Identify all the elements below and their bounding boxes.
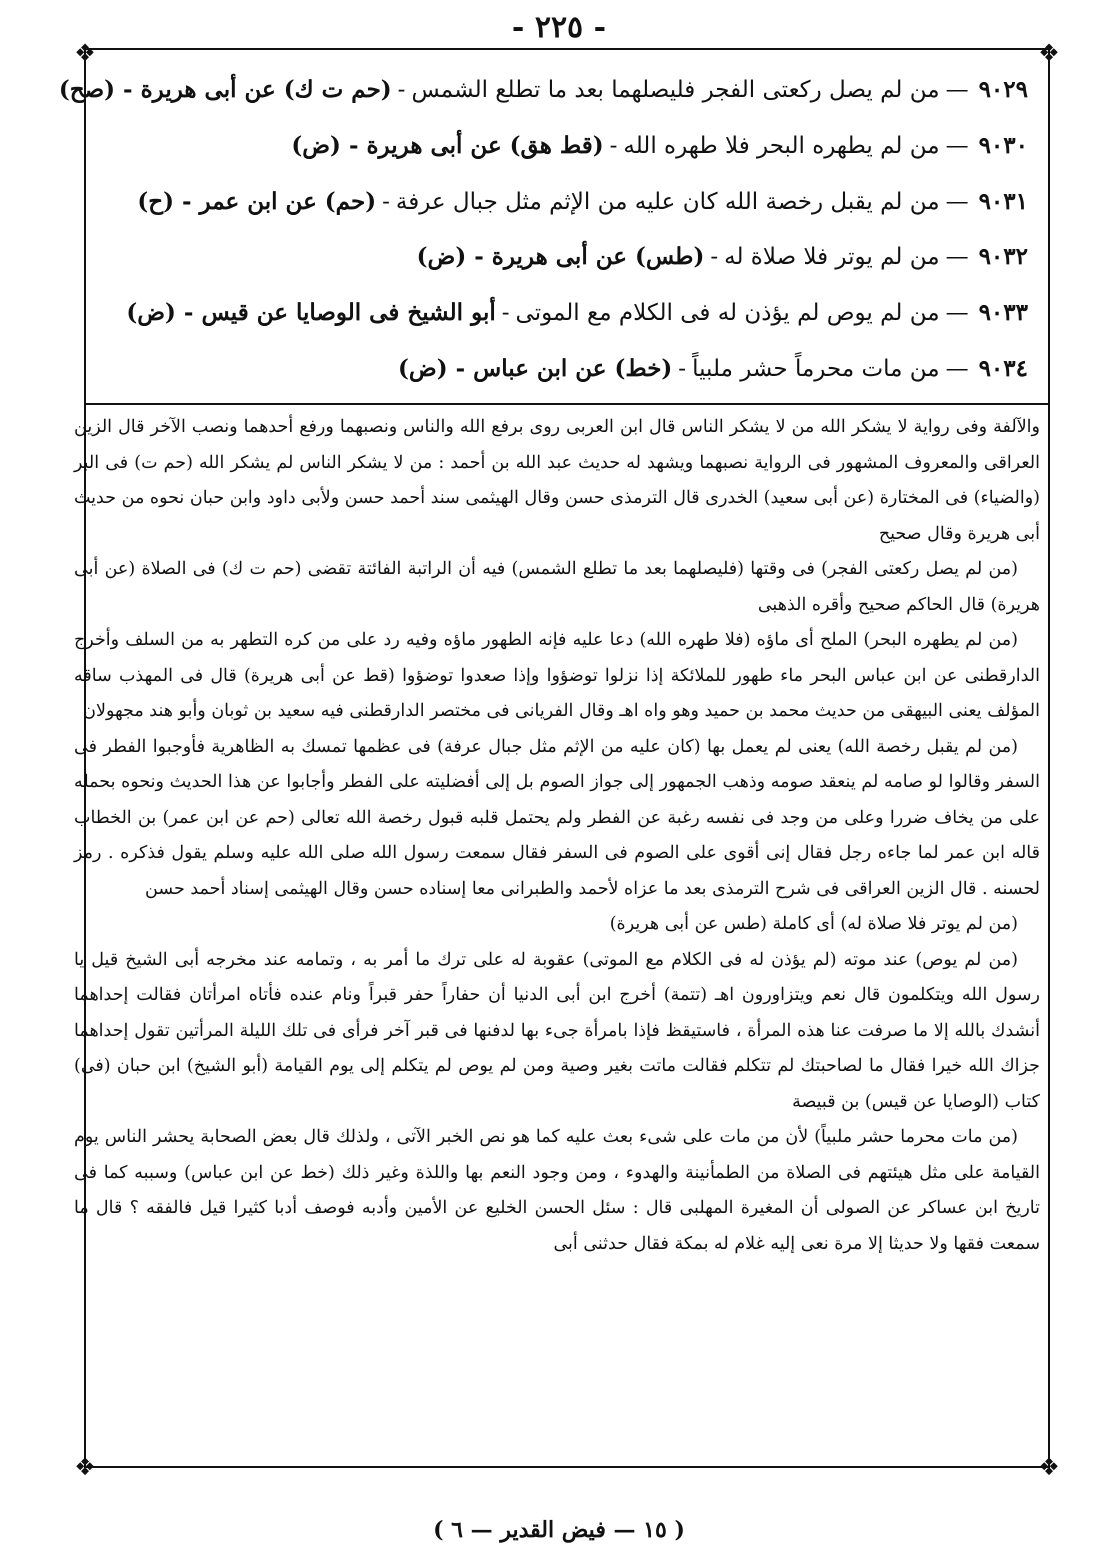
hadith-source: (حم) عن ابن عمر - (ح) xyxy=(137,187,377,215)
hadith-list xyxy=(58,62,1028,397)
hadith-number: ٩٠٣٢ xyxy=(978,243,1028,271)
hadith-text: من لم يصل ركعتى الفجر فليصلهما بعد ما تطلع الشمس xyxy=(411,77,940,103)
hadith-number: ٩٠٢٩ xyxy=(978,76,1028,103)
frame-bottom-line xyxy=(84,1466,1050,1468)
hadith-entry: ٩٠٣٣—من لم يوص لم يؤذن له فى الكلام مع الموتى-أبو الشيخ فى الوصايا عن قيس - (ض) xyxy=(126,299,1028,327)
hadith-entry: ٩٠٣٤—من مات محرماً حشر ملبياً-(خط) عن ابن عباس - (ض) xyxy=(398,354,1028,382)
hadith-number: ٩٠٣٠ xyxy=(978,131,1028,159)
hadith-source: أبو الشيخ فى الوصايا عن قيس - (ض) xyxy=(126,299,496,327)
hadith-entry: ٩٠٣١—من لم يقبل رخصة الله كان عليه من الإثم مثل جبال عرفة-(حم) عن ابن عمر - (ح) xyxy=(137,187,1028,215)
hadith-number: ٩٠٣١ xyxy=(978,187,1028,215)
hadith-source: (خط) عن ابن عباس - (ض) xyxy=(398,354,673,382)
hadith-entry: ٩٠٣٢—من لم يوتر فلا صلاة له-(طس) عن أبى هريرة - (ض) xyxy=(416,243,1028,271)
hadith-text: من لم يطهره البحر فلا طهره الله xyxy=(623,132,940,159)
commentary-paragraph: (من لم يقبل رخصة الله) يعنى لم يعمل بها (كان عليه من الإثم مثل جبال عرفة) فى عظمها تمسك به الظاهرية فأوجبوا الفطر فى السفر وقالوا لو صامه لم ينعقد صومه وذهب الجمهور إلى جواز الصوم بل إلى أفضليته على الفطر وأجابوا عن هذا الحديث ونحوه بحمله على من يخاف ضررا وعلى من وجد فى نفسه رغبة عن الفطر ولم يحتمل قلبه قبول رخصة الله تعالى (حم عن ابن عمر) بن الخطاب قاله ابن عمر لما جاءه رجل فقال إنى أقوى على الصوم فى السفر فقال سمعت رسول الله صلى الله عليه وسلم يقول فذكره . رمز لحسنه . قال الزين العراقى فى شرح الترمذى بعد ما عزاه لأحمد والطبرانى معا إسناده حسن وقال الهيثمى إسناد أحمد حسن xyxy=(74,736,1040,899)
corner-ornament-icon: ❖ xyxy=(74,1453,96,1481)
page-number: - ٢٢٥ - xyxy=(511,10,607,45)
hadith-source: (حم ت ك) عن أبى هريرة - (صح) xyxy=(58,76,392,103)
frame-right-line xyxy=(1048,48,1050,1468)
commentary-paragraph: (من لم يوص) عند موته (لم يؤذن له فى الكلام مع الموتى) عقوبة له على ترك ما أمر به ، وتمامه عند مخرجه أبى الشيخ قيل يا رسول الله ويتكلمون قال نعم ويتزاورون اهـ (تتمة) أخرج ابن أبى الدنيا أن حفاراً حفر قبراً ونام عنده فأتاه امرأتان فقالت إحداهما أنشدك بالله إلا ما صرفت عنا هذه المرأة ، فاستيقظ فإذا بامرأة جىء بها لدفنها فى قبر آخر فرأى فى تلك الليلة المرأتين تقول إحداهما جزاك الله خيرا فقال ما لصاحبتك لم تتكلم فقالت ماتت بغير وصية ومن لم يوص لم يتكلم إلى يوم القيامة (أبو الشيخ) ابن حبان (فى) كتاب (الوصايا عن قيس) بن قبيصة xyxy=(74,949,1040,1112)
frame-divider-line xyxy=(84,403,1050,405)
corner-ornament-icon: ❖ xyxy=(1038,39,1060,67)
hadith-text: من لم يوص لم يؤذن له فى الكلام مع الموتى xyxy=(515,300,940,327)
hadith-entry: ٩٠٢٩—من لم يصل ركعتى الفجر فليصلهما بعد ما تطلع الشمس-(حم ت ك) عن أبى هريرة - (صح) xyxy=(58,76,1028,103)
corner-ornament-icon: ❖ xyxy=(1038,1453,1060,1481)
frame-top-line xyxy=(84,48,1050,50)
hadith-source: (قط هق) عن أبى هريرة - (ض) xyxy=(291,131,604,159)
commentary-body xyxy=(74,410,1040,1460)
hadith-source: (طس) عن أبى هريرة - (ض) xyxy=(416,243,705,271)
hadith-text: من لم يوتر فلا صلاة له xyxy=(724,244,940,271)
commentary-paragraph: (من لم يصل ركعتى الفجر) فى وقتها (فليصلهما بعد ما تطلع الشمس) فيه أن الراتبة الفائتة تقضى (حم ت ك) فى الصلاة (عن أبى هريرة) قال الحاكم صحيح وأقره الذهبى xyxy=(74,559,1040,615)
commentary-paragraph: (من لم يوتر فلا صلاة له) أى كاملة (طس عن أبى هريرة) xyxy=(609,914,1018,934)
page-footer: ( ١٥ — فيض القدير — ٦ ) xyxy=(433,1517,685,1543)
hadith-text: من لم يقبل رخصة الله كان عليه من الإثم مثل جبال عرفة xyxy=(395,188,940,215)
commentary-paragraph: (من مات محرما حشر ملبياً) لأن من مات على شىء بعث عليه كما هو نص الخبر الآتى ، ولذلك قال بعض الصحابة يحشر الناس يوم القيامة على مثل هيئتهم فى الصلاة من الطمأنينة والهدوء ، ومن وجود النعم بها واللذة وغير ذلك (خط عن ابن عباس) وسببه كما فى تاريخ ابن عساكر عن الصولى أن المغيرة المهلبى قال : سئل الحسن الخليع عن الأمين وأدبه فوصف أدبا كثيرا قيل فالفقه ؟ قال ما سمعت فقها ولا حديثا إلا مرة نعى إليه غلام له بمكة فقال حدثنى أبى xyxy=(74,1127,1040,1254)
hadith-entry: ٩٠٣٠—من لم يطهره البحر فلا طهره الله-(قط هق) عن أبى هريرة - (ض) xyxy=(291,131,1028,159)
corner-ornament-icon: ❖ xyxy=(74,39,96,67)
hadith-number: ٩٠٣٣ xyxy=(978,299,1028,327)
hadith-text: من مات محرماً حشر ملبياً xyxy=(692,355,940,382)
hadith-number: ٩٠٣٤ xyxy=(978,354,1028,382)
commentary-paragraph: (من لم يطهره البحر) الملح أى ماؤه (فلا طهره الله) دعا عليه فإنه الطهور ماؤه وفيه رد على من كره التطهر به من السلف وأخرج الدارقطنى عن ابن عباس البحر ماء طهور للملائكة إذا نزلوا توضؤوا وإذا صعدوا توضؤوا (قط عن أبى هريرة) قال فى المهذب ساقه المؤلف يعنى البيهقى من حديث محمد بن حميد وهو واه اهـ وقال الفريانى فى مختصر الدارقطنى فيه سعيد بن ثوبان وأبو هند مجهولان xyxy=(74,630,1040,721)
commentary-paragraph: والآلفة وفى رواية لا يشكر الله من لا يشكر الناس قال ابن العربى روى برفع الله والناس ونصبهما ورفع أحدهما ونصب الآخر قال الزين العراقى والمعروف المشهور فى الرواية نصبهما ويشهد له حديث عبد الله بن أحمد : من لا يشكر الناس لم يشكر الله (حم ت) فى البر (والضياء) فى المختارة (عن أبى سعيد) الخدرى قال الترمذى حسن وقال الهيثمى سند أحمد حسن ولأبى داود وابن حبان نحوه من حديث أبى هريرة وقال صحيح xyxy=(74,417,1040,544)
